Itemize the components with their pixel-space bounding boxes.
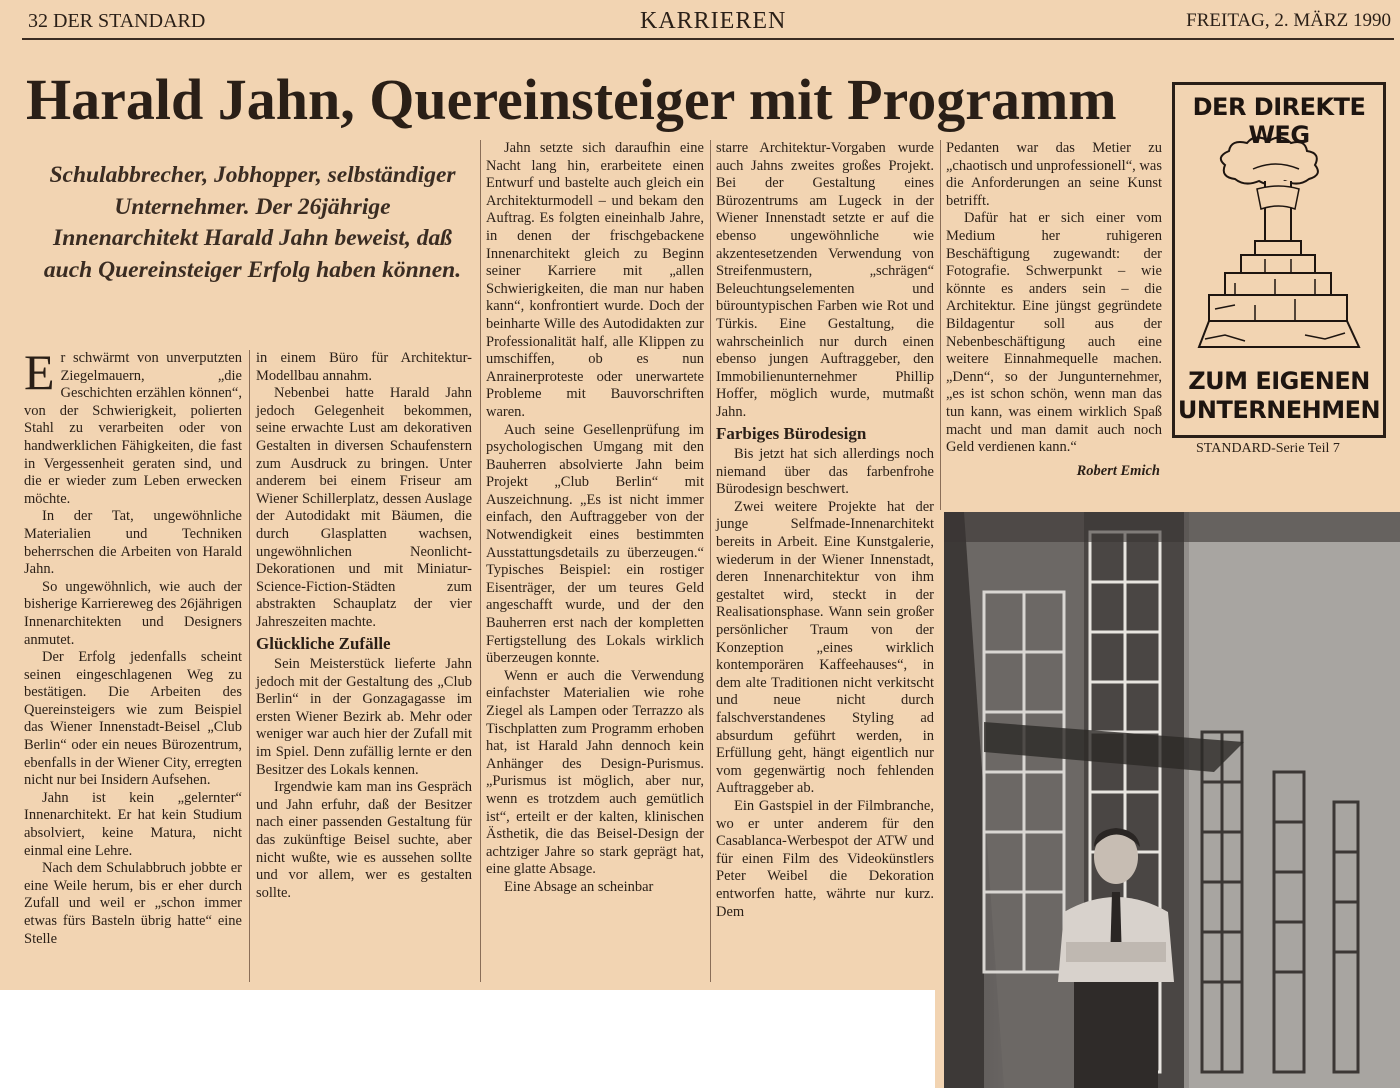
article-column-3 [486,140,704,897]
paragraph: starre Architektur-Vorgaben wurde auch Jahns zweites großes Projekt. Bei der Gestaltung eines Bürozentrums am Lugeck in der Wiener Innenstadt setzte er auf die ebenso ungewöhnliche wie akzentesetzenden Verwendung von Streifenmustern, „schrägen“ Beleuchtungselementen und bürountypischen Farben wie Rot und Türkis. Eine Gestaltung, die wahrscheinlich nur durch einen ebenso jungen Auftraggeber, den Immobilienunternehmer Phillip Hoffer, möglich wurde, mutmaßt Jahn. [716,140,934,420]
paragraph: In der Tat, ungewöhnliche Materialien und Techniken beherrschen die Arbeiten von Harald Jahn. [24,508,242,578]
paragraph: Jahn ist kein „gelernter“ Innenarchitekt. Er hat kein Studium absolviert, keine Matura, nicht einmal eine Lehre. [24,789,242,859]
series-caption: STANDARD-Serie Teil 7 [1196,441,1340,456]
author-byline: Robert Emich [1076,462,1160,479]
article-column-5 [946,140,1162,480]
subheading: Farbiges Bürodesign [716,423,867,443]
series-box-subtitle-line: ZUM EIGENEN [1188,367,1370,395]
paragraph: Bis jetzt hat sich allerdings noch niemand über das farbenfrohe Bürodesign beschwert. [716,446,934,498]
issue-date: FREITAG, 2. MÄRZ 1990 [1186,10,1391,31]
paragraph: Ein Gastspiel in der Filmbranche, wo er unter anderem für den Casablanca-Werbespot der ATW und für einen Film des Videokünstlers Peter Weibel die Dekoration entworfen hatte, währte nur kurz. Dem [716,797,934,920]
headline: Harald Jahn, Quereinsteiger mit Programm [26,67,1117,132]
interior-photo-image [944,512,1400,1088]
page-number-and-paper: 32 DER STANDARD [28,10,206,32]
column-divider [480,140,481,982]
paragraph: Irgendwie kam man ins Gespräch und Jahn erfuhr, daß der Besitzer nach einer passenden Gestaltung für das zukünftige Beisel suchte, aber nicht wußte, wie es aussehen sollte und vor allem, wer es gestalten sollte. [256,779,472,901]
subheading: Glückliche Zufälle [256,633,391,653]
paragraph: Nach dem Schulabbruch jobbte er eine Weile herum, bis er eher durch Zufall und weil er „schon immer etwas fürs Basteln übrig hatte“ eine Stelle [24,860,242,947]
article-column-4 [716,140,934,921]
column-divider [940,140,941,510]
drop-cap: E [24,344,55,400]
series-box-subtitle-line: UNTERNEHMEN [1177,396,1381,424]
paragraph: Jahn setzte sich daraufhin eine Nacht lang hin, erarbeitete einen Entwurf und bastelte auch gleich ein Architekturmodell – und bekam den Auftrag. Es folgten eineinhalb Jahre, in denen der frischgebackene Innenarchitekt gleich zu Beginn seiner Karriere mit „allen Schwierigkeiten, die man nur haben kann“, konfrontiert wurde. Doch der beinharte Wille des Autodidakten zur Professionalität half, alle Klippen zu umschiffen, ob es nun Anrainerproteste oder unerwartete Probleme mit Bauvorschriften waren. [486,140,704,420]
series-box-title: DER DIREKTE WEG [1192,93,1366,149]
staircase-illustration-icon [1195,129,1365,354]
paragraph: Der Erfolg jedenfalls scheint seinen eingeschlagenen Weg zu bestätigen. Die Arbeiten des Quereinsteigers wie zum Beispiel das Wiener Innenstadt-Beisel „Club Berlin“ oder ein neues Bürozentrum, ebenfalls in der Wiener City, erregten nicht nur bei Insidern Aufsehen. [24,649,242,789]
paragraph: Sein Meisterstück lieferte Jahn jedoch mit der Gestaltung des „Club Berlin“ in der Gonzagagasse im ersten Wiener Bezirk ab. Mehr oder weniger war auch hier der Zufall mit im Spiel. Denn zufällig lernte er den Besitzer des Lokals kennen. [256,656,472,778]
column-divider [710,140,711,982]
paragraph: Eine Absage an scheinbar [504,878,654,895]
paragraph: Er schwärmt von unverputzten Ziegelmauern, „die Geschichten erzählen können“, von der Schwierigkeit, polierten Stahl zu verarbeiten oder von handwerklichen Fähigkeiten, die fast in Vergessenheit geraten sind, und die er wieder zum Leben erwecken möchte. [24,344,242,507]
section-title: KARRIEREN [640,8,787,34]
paragraph: Nebenbei hatte Harald Jahn jedoch Gelegenheit bekommen, seine erwachte Lust am dekorativen Gestalten in diversen Schaufenstern zum Ausdruck zu bringen. Unter anderem bei einem Friseur am Wiener Schillerplatz, dessen Auslage der Autodidakt mit Bäumen, die durch Glasplatten wachsen, ungewöhnlichen Neonlicht-Dekorationen und mit Miniatur-Science-Fiction-Städten zum abstrakten Schauplatz der vier Jahreszeiten machte. [256,385,472,630]
article-column-2 [256,350,472,902]
paragraph: Auch seine Gesellenprüfung im psychologischen Umgang mit den Bauherren absolvierte Jahn beim Projekt „Club Berlin“ mit Auszeichnung. „Es ist nicht immer einfach, den Auftraggeber von der Notwendigkeit eines bestimmten Ausstattungsdetails zu überzeugen.“ Typisches Beispiel: ein rostiger Eisenträger, der um teures Geld angeschafft wurde, und der den Bauherren erst nach der kompletten Fertigstellung des Lokals wirklich überzeugen konnte. [486,421,704,667]
paragraph: Pedanten war das Metier zu „chaotisch und unprofessionell“, was die Anforderungen an seine Kunst betrifft. [946,140,1162,209]
series-box-subtitle [1175,367,1383,425]
paragraph: Wenn er auch die Verwendung einfachster Materialien wie rohe Ziegel als Lampen oder Terrazzo als Tischplatten zum Programm erhoben hat, ist Harald Jahn dennoch kein Anhänger des Design-Purismus. „Purismus ist möglich, aber nur, wenn es trotzdem auch gemütlich ist“, erteilt er der kalten, klinischen Ästhetik, die das Beisel-Design der achtziger Jahre so stark geprägt hat, eine glatte Absage. [486,667,704,878]
portrait-photo [944,512,1400,1088]
paragraph: Zwei weitere Projekte hat der junge Selfmade-Innenarchitekt bereits in Arbeit. Eine Kunstgalerie, wiederum in der Wiener Innenstadt, deren Innenarchitektur von ihm gestaltet wird, steckt in der Realisationsphase. Wann sein großer persönlicher Traum von der Konzeption „eines wirklich kontemporären Kaffeehauses“, in dem alte Traditionen nicht verkitscht und neue nicht durch falschverstandenes Styling ad absurdum geführt werden, in Erfüllung geht, hängt eigentlich nur vom gegenwärtig noch fehlenden Auftraggeber ab. [716,498,934,797]
paragraph: Dafür hat er sich einer vom Medium her ruhigeren Beschäftigung zugewandt: der Fotografie. Schwerpunkt – wie könnte es anders sein – die Architektur. Eine jüngst gegründete Bildagentur soll aus der Nebenbeschäftigung auch eine weitere Einnahmequelle machen. „Denn“, so der Jungunternehmer, „es ist schon schön, wenn man das tun kann, was einem wirklich Spaß macht und man damit auch noch Geld verdienen kann.“ [946,210,1162,456]
lead-paragraph: Schulabbrecher, Jobhopper, selbständiger Unternehmer. Der 26jährige Innenarchitekt Harald Jahn beweist, daß auch Quereinsteiger Erfolg haben können. [43,162,462,283]
masthead-rule [22,38,1394,40]
series-box [1172,82,1386,438]
article-column-1 [24,344,242,948]
paragraph: in einem Büro für Architektur-Modellbau annahm. [256,350,472,384]
column-divider [249,350,250,982]
masthead [28,8,1393,36]
paragraph: So ungewöhnlich, wie auch der bisherige Karriereweg des 26jährigen Innenarchitekten und Designers anmutet. [24,578,242,648]
